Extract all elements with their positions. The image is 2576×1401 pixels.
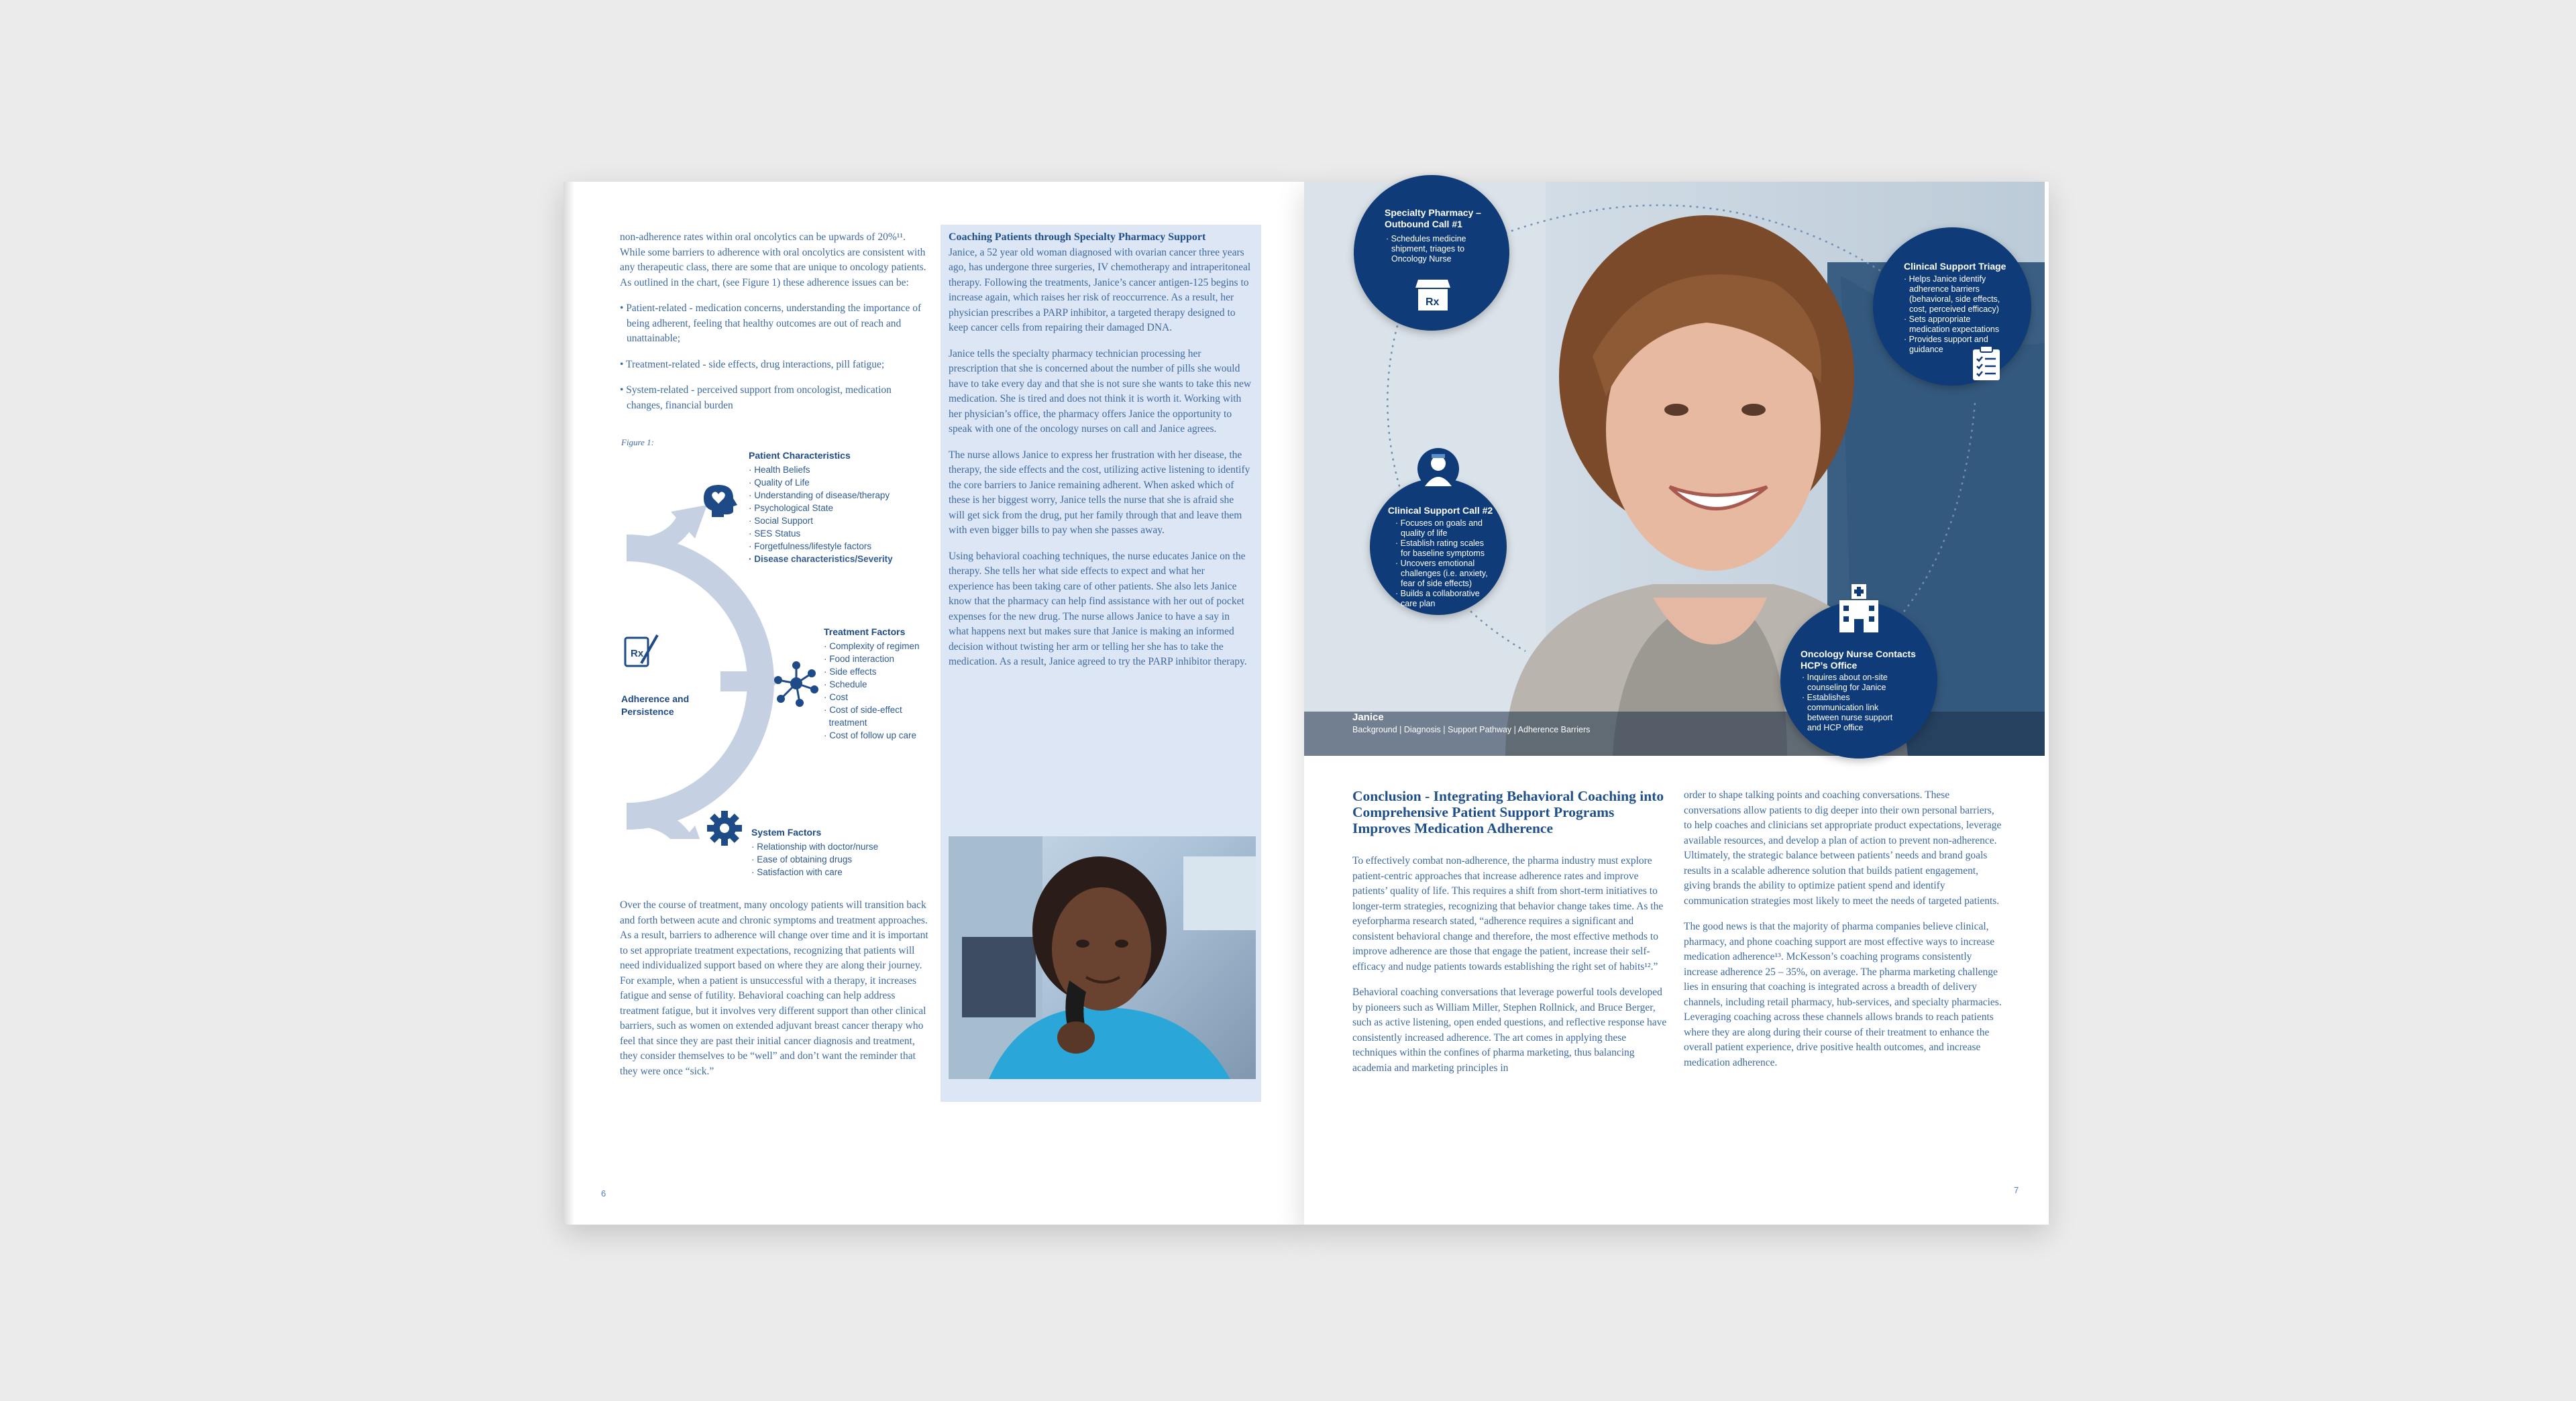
treatment-item: · Cost of side-effect (824, 705, 902, 715)
conclusion-paragraph: order to shape talking points and coaching conversations. These conversations allow patients to dig deeper into their own personal barriers, to help coaches and clinicians set appropriate product expectations, leverage available resources, and develop a plan of action to prevent non-adherence. Ultimately, the strategic balance between patients’ needs and brand goals results in a scalable adherence solution that builds patient engagement, giving brands the ability to optimize patient spend and identify communication strategies most likely to meet the needs of targeted patients. (1684, 789, 2002, 907)
head-heart-icon (700, 481, 737, 518)
right-page (1304, 182, 2049, 1225)
svg-text:Rx: Rx (631, 648, 644, 659)
intro-paragraph: non-adherence rates within oral oncolytics can be upwards of 20%¹¹. While some barriers to adherence with oral oncolytics are consistent with any therapeutic class, there are some that are unique to oncology patients. As outlined in the chart, (see Figure 1) these adherence issues can be: (620, 231, 926, 288)
conclusion-paragraph: Behavioral coaching conversations that leverage powerful tools developed by pioneers such as William Miller, Stephen Rollnick, and Bruce Berger, such as active listening, open ended questions, and reflective response have consistently increased adherence. The art comes in applying these techniques within the confines of pharma marketing, thus balancing academia and marketing principles in (1352, 987, 1667, 1074)
patient-item: · Quality of Life (749, 478, 810, 488)
checklist-clipboard-icon (1971, 345, 2002, 382)
patient-item: · Understanding of disease/therapy (749, 490, 890, 500)
system-item: · Ease of obtaining drugs (751, 854, 853, 864)
step-circle-clinical-triage (1873, 227, 2031, 386)
step-list: · Schedules medicine shipment, triages to Oncology Nurse (1386, 234, 1466, 264)
sidebar-paragraph: Janice tells the specialty pharmacy technician processing her prescription that she is concerned about the number of pills she would have to take every day and that she is not sure she wants to take this new medication. She is tired and does not think it is worth it. Working with her physician’s office, the pharmacy offers Janice the opportunity to speak with one of the oncology nurses on call and Janice agrees. (949, 347, 1252, 435)
bullet-treatment: • Treatment-related - side effects, drug interactions, pill fatigue; (620, 358, 885, 370)
patient-item: · SES Status (749, 528, 801, 539)
sidebar-paragraph: Janice, a 52 year old woman diagnosed with ovarian cancer three years ago, has undergone three surgeries, IV chemotherapy and intraperitoneal therapy. Following the treatments, Janice’s cancer antigen-125 begins to increase again, which raises her risk of reoccurrence. As a result, her physician prescribes a PARP inhibitor, a targeted therapy designed to keep cancer cells from repairing their damaged DNA. (949, 246, 1251, 333)
step-title: Oncology Nurse Contacts HCP’s Office (1801, 649, 1916, 671)
gear-icon (707, 811, 742, 846)
closing-paragraph: Over the course of treatment, many oncology patients will transition back and forth between acute and chronic symptoms and treatment approaches. As a result, barriers to adherence will change over time and it is important to set appropriate treatment expectations, recognizing that patients will need individualized support based on where they are along their journey. For example, when a patient is unsuccessful with a therapy, it increases fatigue and sense of futility. Behavioral coaching can help address treatment fatigue, but it involves very different support than other clinical barriers, such as women on extended adjuvant breast cancer therapy who feel that since they are past their initial cancer diagnosis and treatment, they consider themselves to be “well” and don’t want the reminder that they were once “sick.” (620, 899, 928, 1077)
step-circle-oncology-nurse (1780, 602, 1937, 759)
page-number-right: 7 (2014, 1185, 2019, 1195)
step-title: Clinical Support Call #2 (1387, 505, 1493, 516)
step-circle-clinical-call-2 (1370, 478, 1507, 615)
nurse-illustration (949, 836, 1256, 1079)
patient-item: · Psychological State (749, 503, 834, 513)
arrow-top-shaft (627, 517, 687, 548)
treatment-item: · Cost of follow up care (824, 730, 917, 740)
step-circle-specialty-pharmacy (1354, 175, 1509, 331)
treatment-item: · Schedule (824, 679, 867, 689)
patient-item: · Social Support (749, 516, 814, 526)
treatment-item: treatment (828, 718, 867, 728)
step-list: · Helps Janice identify adherence barriers (behavioral, side effects, cost, perceived efficacy) · Sets appropriate medication expectations · Provides support and guidance (1904, 274, 2000, 354)
patient-characteristics-list (749, 463, 893, 565)
treatment-factors-title: Treatment Factors (824, 626, 906, 637)
patient-item: · Health Beliefs (749, 465, 810, 475)
step-list: · Focuses on goals and quality of life · Establish rating scales for baseline symptoms · Uncovers emotional challenges (i.e. anxiety, fear of side effects) · Builds a collaborative care plan (1395, 518, 1488, 608)
conclusion-paragraph: To effectively combat non-adherence, the pharma industry must explore patient-centric approaches that increase adherence rates and improve patients’ quality of life. This requires a shift from short-term initiatives to longer-term strategies, recognizing that behavior change takes time. As the eyeforpharma research stated, “adherence requires a significant and consistent behavioral change and therefore, the most effective methods to improve adherence are those that engage the patient, increase their self-efficacy and nudge patients towards establishing the right set of habits¹².” (1352, 855, 1664, 972)
svg-text:Rx: Rx (1426, 296, 1440, 308)
step-title: Specialty Pharmacy – Outbound Call #1 (1385, 207, 1481, 229)
page-edge-shadow (564, 182, 574, 1225)
pharmacy-store-icon (1413, 276, 1453, 313)
sidebar-heading: Coaching Patients through Specialty Pharmacy Support (949, 231, 1206, 243)
bullet-patient: • Patient-related - medication concerns, understanding the importance of being adherent, feeling that healthy outcomes are out of reach and unattainable; (620, 302, 922, 344)
system-item: · Relationship with doctor/nurse (751, 842, 879, 852)
nurse-photo (949, 836, 1256, 1079)
treatment-factors-list (824, 640, 920, 742)
step-list: · Inquires about on-site counseling for Janice · Establishes communication link between nurse support and HCP office (1802, 673, 1893, 732)
page-number-left: 6 (601, 1188, 606, 1198)
treatment-item: · Complexity of regimen (824, 641, 920, 651)
system-factors-list (751, 840, 878, 879)
conclusion-paragraph: The good news is that the majority of pharma companies believe clinical, pharmacy, and phone coaching support are most effective ways to increase medication adherence¹³. McKesson’s coaching programs consistently increase adherence 25 – 35%, on average. The pharma marketing challenge lies in ensuring that coaching is integrated across a breadth of delivery channels, including retail pharmacy, hub-services, and specialty pharmacies. Leveraging coaching across these channels allows brands to reach patients where they are along during their course of their treatment to enhance the overall patient experience, drive positive health outcomes, and increase medication adherence. (1684, 921, 2002, 1068)
step-title: Clinical Support Triage (1904, 261, 2006, 272)
photo-caption-name: Janice (1352, 712, 1384, 723)
treatment-item: · Side effects (824, 667, 877, 677)
treatment-item: · Food interaction (824, 654, 895, 664)
left-intro-column (620, 230, 927, 424)
system-item: · Satisfaction with care (751, 867, 843, 877)
figure-label: Figure 1: (621, 437, 654, 447)
patient-item: · Forgetfulness/lifestyle factors (749, 541, 872, 551)
patient-item: · Disease characteristics/Severity (749, 554, 893, 564)
arrow-mid-shaft (720, 671, 761, 691)
sidebar-paragraph: Using behavioral coaching techniques, the nurse educates Janice on the therapy. She tells her what side effects to expect and what her experience has been taking care of other patients. She also lets Janice know that the pharmacy can help find assistance with her out of pocket expenses for the new drug. The nurse allows Janice to have a say in what happens next but makes sure that Janice is making an informed decision without twisting her arm or telling her she has to take the medication. As a result, Janice agreed to try the PARP inhibitor therapy. (949, 550, 1247, 667)
bullet-system: • System-related - perceived support from oncologist, medication changes, financial burden (620, 384, 892, 411)
photo-caption-subtitle: Background | Diagnosis | Support Pathway | Adherence Barriers (1352, 725, 1591, 734)
conclusion-column-2 (1684, 788, 2003, 1081)
sidebar-text (949, 230, 1252, 681)
sidebar-paragraph: The nurse allows Janice to express her frustration with her disease, the therapy, the side effects and the cost, utilizing active listening to identify the core barriers to Janice remaining adherent. When asked which of these is her biggest worry, Janice tells the nurse that she is afraid she will get sick from the drug, put her family through that and leave them with even bigger bills to pay when she passes away. (949, 449, 1250, 536)
rx-clipboard-icon (621, 632, 660, 670)
left-page (564, 182, 1304, 1225)
conclusion-heading: Conclusion - Integrating Behavioral Coaching into Comprehensive Patient Support Programs Improves Medication Adherence (1352, 788, 1664, 836)
nurse-avatar-icon (1417, 447, 1460, 493)
treatment-item: · Cost (824, 692, 849, 702)
center-label: Adherence and Persistence (621, 693, 690, 717)
conclusion-column-1 (1352, 854, 1673, 1086)
system-factors-title: System Factors (751, 827, 822, 838)
network-icon (773, 660, 820, 707)
patient-characteristics-title: Patient Characteristics (749, 450, 851, 461)
hospital-building-icon (1835, 584, 1882, 638)
